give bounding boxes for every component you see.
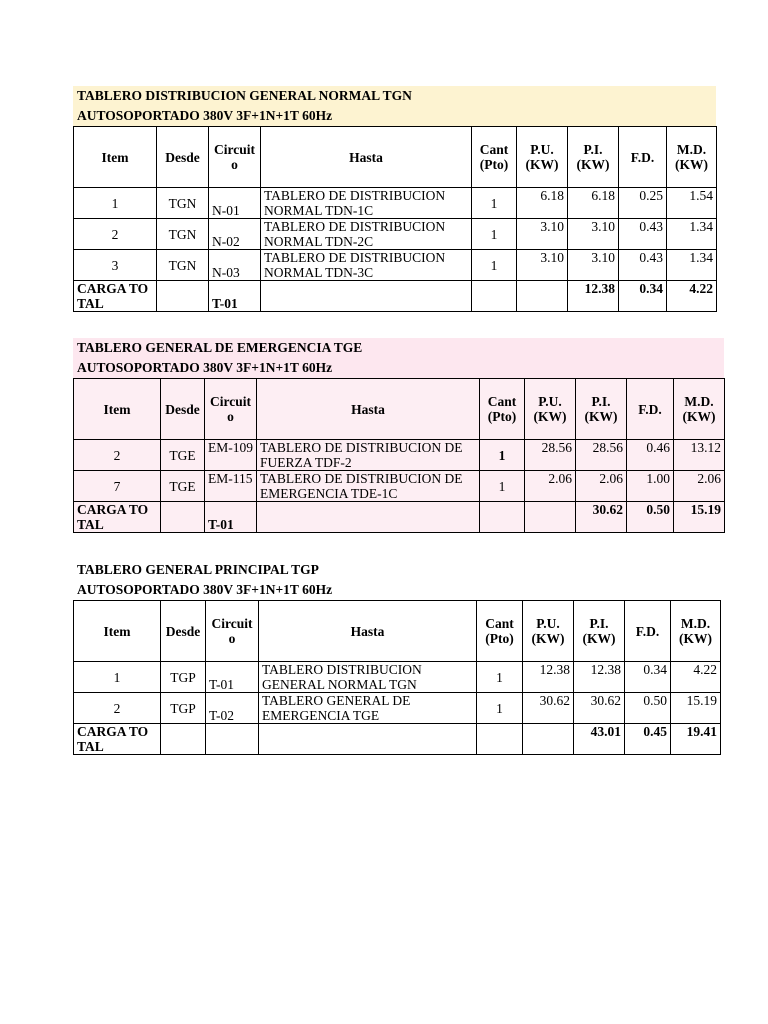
cell-circuito: N-03 bbox=[209, 250, 261, 281]
cell-pi: 3.10 bbox=[568, 219, 619, 250]
cell-desde: TGE bbox=[161, 471, 205, 502]
tgn-section bbox=[73, 86, 717, 312]
cell-item: 3 bbox=[74, 250, 157, 281]
total-fd: 0.50 bbox=[627, 502, 674, 533]
cell-md: 13.12 bbox=[674, 440, 725, 471]
cell-fd: 0.46 bbox=[627, 440, 674, 471]
cell-hasta: TABLERO DE DISTRIBUCION NORMAL TDN-3C bbox=[261, 250, 472, 281]
cell-circuito: T-01 bbox=[206, 662, 259, 693]
empty-cell bbox=[257, 502, 480, 533]
cell-pi: 28.56 bbox=[576, 440, 627, 471]
cell-cant: 1 bbox=[480, 440, 525, 471]
col-circuito: Circuito bbox=[205, 379, 257, 440]
col-pi: P.I. (KW) bbox=[576, 379, 627, 440]
empty-cell bbox=[480, 502, 525, 533]
col-fd: F.D. bbox=[627, 379, 674, 440]
cell-circuito: EM-115 bbox=[205, 471, 257, 502]
cell-desde: TGN bbox=[157, 219, 209, 250]
total-row bbox=[74, 724, 721, 755]
cell-cant: 1 bbox=[477, 662, 523, 693]
cell-item: 1 bbox=[74, 188, 157, 219]
cell-desde: TGP bbox=[161, 662, 206, 693]
cell-item: 2 bbox=[74, 440, 161, 471]
total-fd: 0.45 bbox=[625, 724, 671, 755]
table-row bbox=[74, 662, 721, 693]
tgn-header-row bbox=[74, 127, 717, 188]
total-pi: 12.38 bbox=[568, 281, 619, 312]
total-circuito bbox=[206, 724, 259, 755]
table-row bbox=[74, 219, 717, 250]
col-desde: Desde bbox=[161, 379, 205, 440]
total-circuito: T-01 bbox=[209, 281, 261, 312]
cell-md: 1.54 bbox=[667, 188, 717, 219]
cell-pu: 2.06 bbox=[525, 471, 576, 502]
cell-circuito: EM-109 bbox=[205, 440, 257, 471]
col-cant: Cant (Pto) bbox=[472, 127, 517, 188]
cell-cant: 1 bbox=[472, 219, 517, 250]
empty-cell bbox=[161, 724, 206, 755]
col-md: M.D. (KW) bbox=[667, 127, 717, 188]
empty-cell bbox=[523, 724, 574, 755]
cell-desde: TGN bbox=[157, 188, 209, 219]
empty-cell bbox=[517, 281, 568, 312]
cell-pu: 30.62 bbox=[523, 693, 574, 724]
tge-header bbox=[73, 338, 724, 378]
col-hasta: Hasta bbox=[259, 601, 477, 662]
cell-fd: 1.00 bbox=[627, 471, 674, 502]
tgn-header bbox=[73, 86, 716, 126]
cell-fd: 0.25 bbox=[619, 188, 667, 219]
cell-pu: 28.56 bbox=[525, 440, 576, 471]
cell-pi: 2.06 bbox=[576, 471, 627, 502]
empty-cell bbox=[525, 502, 576, 533]
cell-hasta: TABLERO DE DISTRIBUCION DE FUERZA TDF-2 bbox=[257, 440, 480, 471]
tgp-title: TABLERO GENERAL PRINCIPAL TGP bbox=[77, 562, 319, 577]
col-md: M.D. (KW) bbox=[674, 379, 725, 440]
empty-cell bbox=[472, 281, 517, 312]
cell-hasta: TABLERO DE DISTRIBUCION NORMAL TDN-2C bbox=[261, 219, 472, 250]
col-desde: Desde bbox=[161, 601, 206, 662]
empty-cell bbox=[157, 281, 209, 312]
tgn-table bbox=[73, 126, 717, 312]
cell-md: 15.19 bbox=[671, 693, 721, 724]
cell-cant: 1 bbox=[477, 693, 523, 724]
col-item: Item bbox=[74, 601, 161, 662]
cell-hasta: TABLERO DISTRIBUCION GENERAL NORMAL TGN bbox=[259, 662, 477, 693]
col-hasta: Hasta bbox=[257, 379, 480, 440]
tgp-subtitle: AUTOSOPORTADO 380V 3F+1N+1T 60Hz bbox=[77, 582, 333, 597]
cell-pi: 6.18 bbox=[568, 188, 619, 219]
cell-pu: 6.18 bbox=[517, 188, 568, 219]
cell-pu: 3.10 bbox=[517, 250, 568, 281]
tgp-table bbox=[73, 600, 721, 755]
col-desde: Desde bbox=[157, 127, 209, 188]
cell-circuito: N-01 bbox=[209, 188, 261, 219]
col-circuito: Circuito bbox=[206, 601, 259, 662]
total-pi: 43.01 bbox=[574, 724, 625, 755]
col-pu: P.U. (KW) bbox=[523, 601, 574, 662]
cell-fd: 0.50 bbox=[625, 693, 671, 724]
total-label: CARGA TOTAL bbox=[74, 502, 161, 533]
col-pi: P.I. (KW) bbox=[574, 601, 625, 662]
col-pu: P.U. (KW) bbox=[525, 379, 576, 440]
tgn-subtitle: AUTOSOPORTADO 380V 3F+1N+1T 60Hz bbox=[77, 108, 333, 123]
table-row bbox=[74, 250, 717, 281]
cell-md: 4.22 bbox=[671, 662, 721, 693]
table-row bbox=[74, 440, 725, 471]
cell-desde: TGP bbox=[161, 693, 206, 724]
tge-section bbox=[73, 338, 725, 533]
total-label: CARGA TOTAL bbox=[74, 724, 161, 755]
tge-title: TABLERO GENERAL DE EMERGENCIA TGE bbox=[77, 340, 363, 355]
cell-desde: TGE bbox=[161, 440, 205, 471]
total-md: 15.19 bbox=[674, 502, 725, 533]
col-fd: F.D. bbox=[625, 601, 671, 662]
cell-item: 2 bbox=[74, 693, 161, 724]
total-fd: 0.34 bbox=[619, 281, 667, 312]
tge-subtitle: AUTOSOPORTADO 380V 3F+1N+1T 60Hz bbox=[77, 360, 333, 375]
col-pu: P.U. (KW) bbox=[517, 127, 568, 188]
empty-cell bbox=[261, 281, 472, 312]
tge-table bbox=[73, 378, 725, 533]
tgp-section bbox=[73, 560, 721, 755]
col-cant: Cant (Pto) bbox=[477, 601, 523, 662]
cell-cant: 1 bbox=[472, 188, 517, 219]
cell-pi: 3.10 bbox=[568, 250, 619, 281]
cell-fd: 0.43 bbox=[619, 250, 667, 281]
cell-hasta: TABLERO DE DISTRIBUCION DE EMERGENCIA TDE-1C bbox=[257, 471, 480, 502]
col-pi: P.I. (KW) bbox=[568, 127, 619, 188]
cell-cant: 1 bbox=[480, 471, 525, 502]
cell-md: 2.06 bbox=[674, 471, 725, 502]
cell-pi: 12.38 bbox=[574, 662, 625, 693]
col-item: Item bbox=[74, 379, 161, 440]
total-pi: 30.62 bbox=[576, 502, 627, 533]
cell-item: 1 bbox=[74, 662, 161, 693]
total-row bbox=[74, 502, 725, 533]
cell-hasta: TABLERO DE DISTRIBUCION NORMAL TDN-1C bbox=[261, 188, 472, 219]
cell-pu: 3.10 bbox=[517, 219, 568, 250]
cell-item: 2 bbox=[74, 219, 157, 250]
cell-fd: 0.34 bbox=[625, 662, 671, 693]
cell-circuito: N-02 bbox=[209, 219, 261, 250]
tge-header-row bbox=[74, 379, 725, 440]
cell-pu: 12.38 bbox=[523, 662, 574, 693]
col-cant: Cant (Pto) bbox=[480, 379, 525, 440]
cell-fd: 0.43 bbox=[619, 219, 667, 250]
empty-cell bbox=[477, 724, 523, 755]
total-md: 19.41 bbox=[671, 724, 721, 755]
cell-desde: TGN bbox=[157, 250, 209, 281]
total-md: 4.22 bbox=[667, 281, 717, 312]
cell-pi: 30.62 bbox=[574, 693, 625, 724]
total-circuito: T-01 bbox=[205, 502, 257, 533]
cell-circuito: T-02 bbox=[206, 693, 259, 724]
col-hasta: Hasta bbox=[261, 127, 472, 188]
col-md: M.D. (KW) bbox=[671, 601, 721, 662]
total-row bbox=[74, 281, 717, 312]
empty-cell bbox=[161, 502, 205, 533]
col-fd: F.D. bbox=[619, 127, 667, 188]
cell-item: 7 bbox=[74, 471, 161, 502]
table-row bbox=[74, 693, 721, 724]
col-item: Item bbox=[74, 127, 157, 188]
cell-hasta: TABLERO GENERAL DE EMERGENCIA TGE bbox=[259, 693, 477, 724]
empty-cell bbox=[259, 724, 477, 755]
tgp-header bbox=[73, 560, 720, 600]
total-label: CARGA TOTAL bbox=[74, 281, 157, 312]
cell-md: 1.34 bbox=[667, 250, 717, 281]
col-circuito: Circuito bbox=[209, 127, 261, 188]
table-row bbox=[74, 471, 725, 502]
tgp-header-row bbox=[74, 601, 721, 662]
table-row bbox=[74, 188, 717, 219]
tgn-title: TABLERO DISTRIBUCION GENERAL NORMAL TGN bbox=[77, 88, 412, 103]
cell-md: 1.34 bbox=[667, 219, 717, 250]
cell-cant: 1 bbox=[472, 250, 517, 281]
